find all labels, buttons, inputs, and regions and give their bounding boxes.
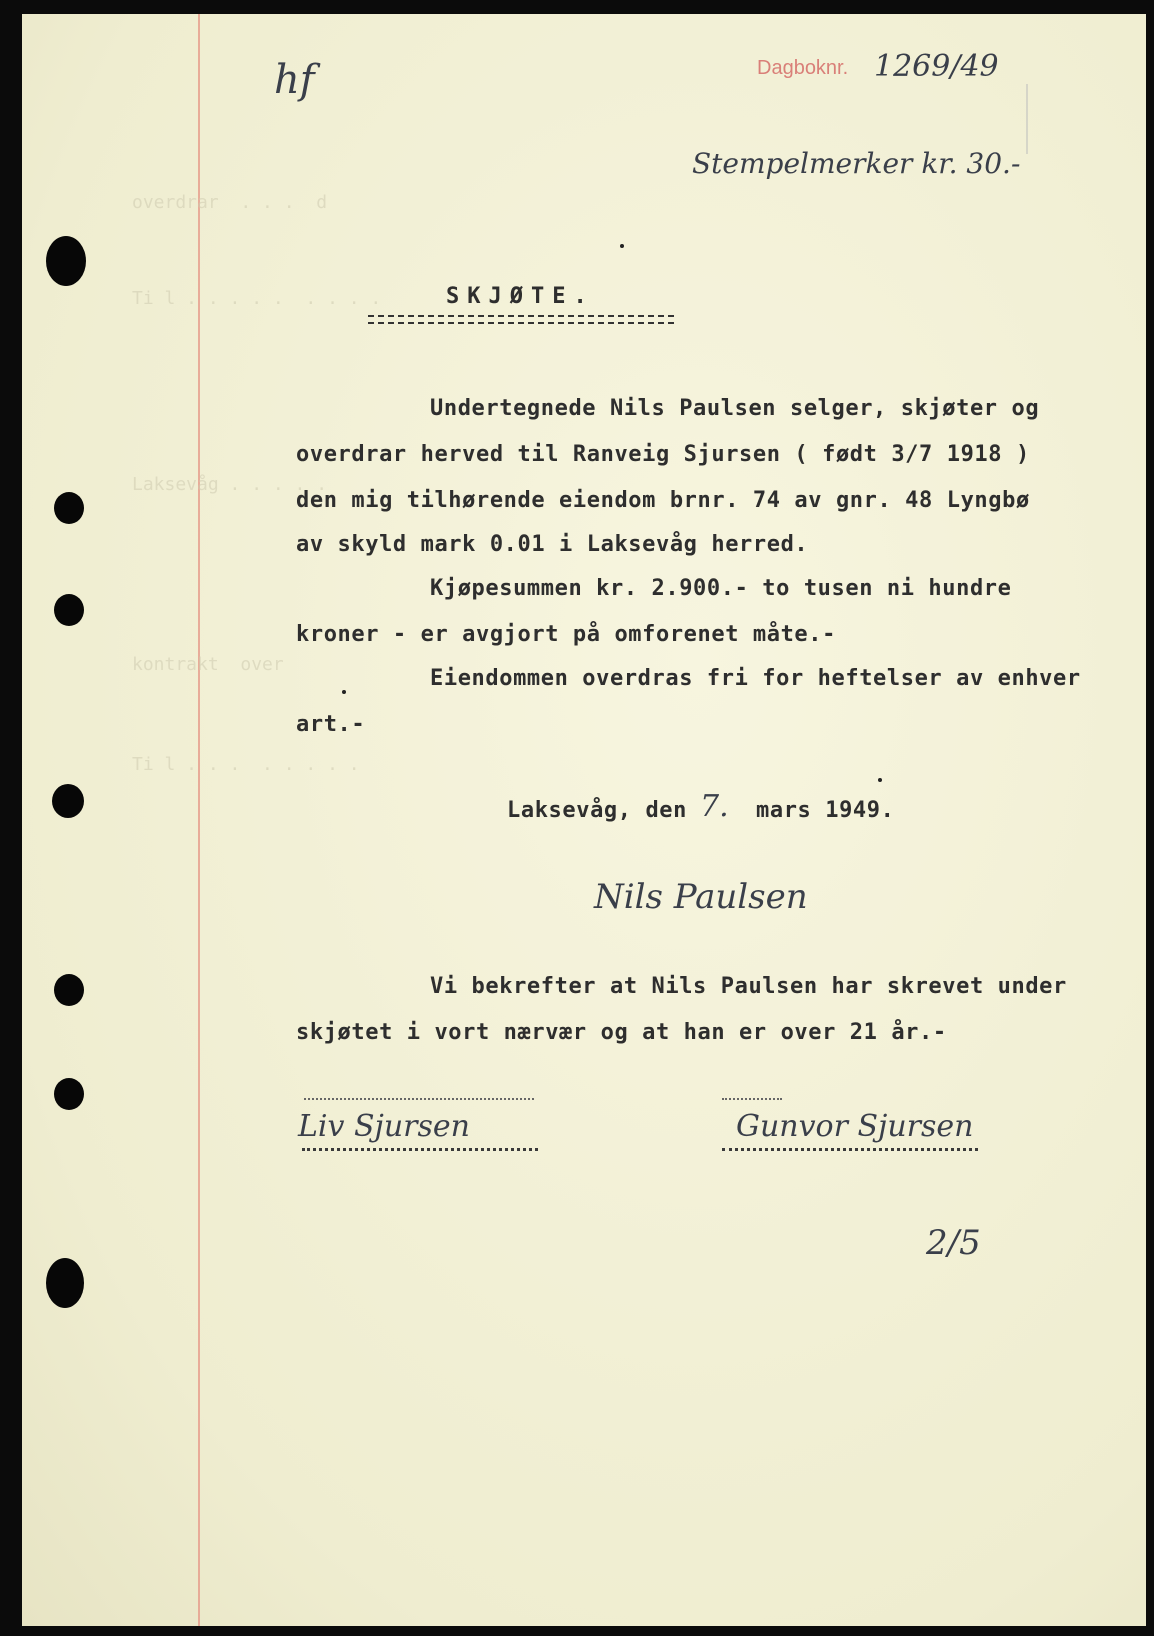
dagbok-number: 1269/49	[874, 49, 999, 84]
binder-hole	[52, 784, 84, 818]
place-date-prefix: Laksevåg, den	[507, 798, 687, 823]
initials-handwritten: hf	[274, 57, 315, 103]
margin-line	[198, 14, 200, 1626]
witness-line-2: skjøtet i vort nærvær og at han er over 21 år.-	[296, 1020, 947, 1045]
body-line-5: Kjøpesummen kr. 2.900.- to tusen ni hundre	[430, 576, 1012, 601]
binder-hole	[46, 1258, 84, 1308]
witness-signature-right: Gunvor Sjursen	[736, 1109, 974, 1144]
edge-mark	[1026, 84, 1028, 154]
ink-speck	[342, 690, 346, 694]
document-title: SKJØTE.	[446, 284, 595, 309]
binder-hole	[54, 492, 84, 524]
signature-dots-top-left	[304, 1098, 534, 1100]
body-line-6: kroner - er avgjort på omforenet måte.-	[296, 622, 836, 647]
bleed-through: Ti l . . . . . . . . .	[132, 288, 382, 309]
document-page	[22, 14, 1146, 1626]
binder-hole	[54, 974, 84, 1006]
body-line-2: overdrar herved til Ranveig Sjursen ( født 3/7 1918 )	[296, 442, 1030, 467]
witness-signature-left: Liv Sjursen	[298, 1109, 470, 1144]
binder-hole	[46, 236, 86, 286]
witness-line-1: Vi bekrefter at Nils Paulsen har skrevet under	[430, 974, 1067, 999]
signature-line-left	[302, 1148, 538, 1151]
seller-signature: Nils Paulsen	[594, 877, 808, 917]
ink-speck	[620, 244, 624, 248]
signature-line-right	[722, 1148, 978, 1151]
place-date-suffix: mars 1949.	[756, 798, 895, 823]
corner-note: 2/5	[926, 1223, 981, 1263]
body-line-3: den mig tilhørende eiendom brnr. 74 av gnr. 48 Lyngbø	[296, 488, 1030, 513]
place-date-day: 7.	[700, 789, 729, 824]
body-line-1: Undertegnede Nils Paulsen selger, skjøter og	[430, 396, 1040, 421]
bleed-through: Ti l . . . . . . . .	[132, 754, 360, 775]
stamp-note-handwritten: Stempelmerker kr. 30.-	[692, 147, 1021, 180]
title-underline	[368, 315, 674, 324]
body-line-8: art.-	[296, 712, 366, 737]
bleed-through: kontrakt over	[132, 654, 284, 675]
binder-hole	[54, 594, 84, 626]
bleed-through: Laksevåg . . . . .	[132, 474, 328, 495]
body-line-4: av skyld mark 0.01 i Laksevåg herred.	[296, 532, 809, 557]
ink-speck	[878, 778, 882, 782]
body-line-7: Eiendommen overdras fri for heftelser av enhver	[430, 666, 1081, 691]
signature-dots-top-right	[722, 1098, 782, 1100]
bleed-through: overdrar . . . d	[132, 192, 328, 213]
binder-hole	[54, 1078, 84, 1110]
dagbok-label: Dagboknr.	[757, 57, 849, 79]
